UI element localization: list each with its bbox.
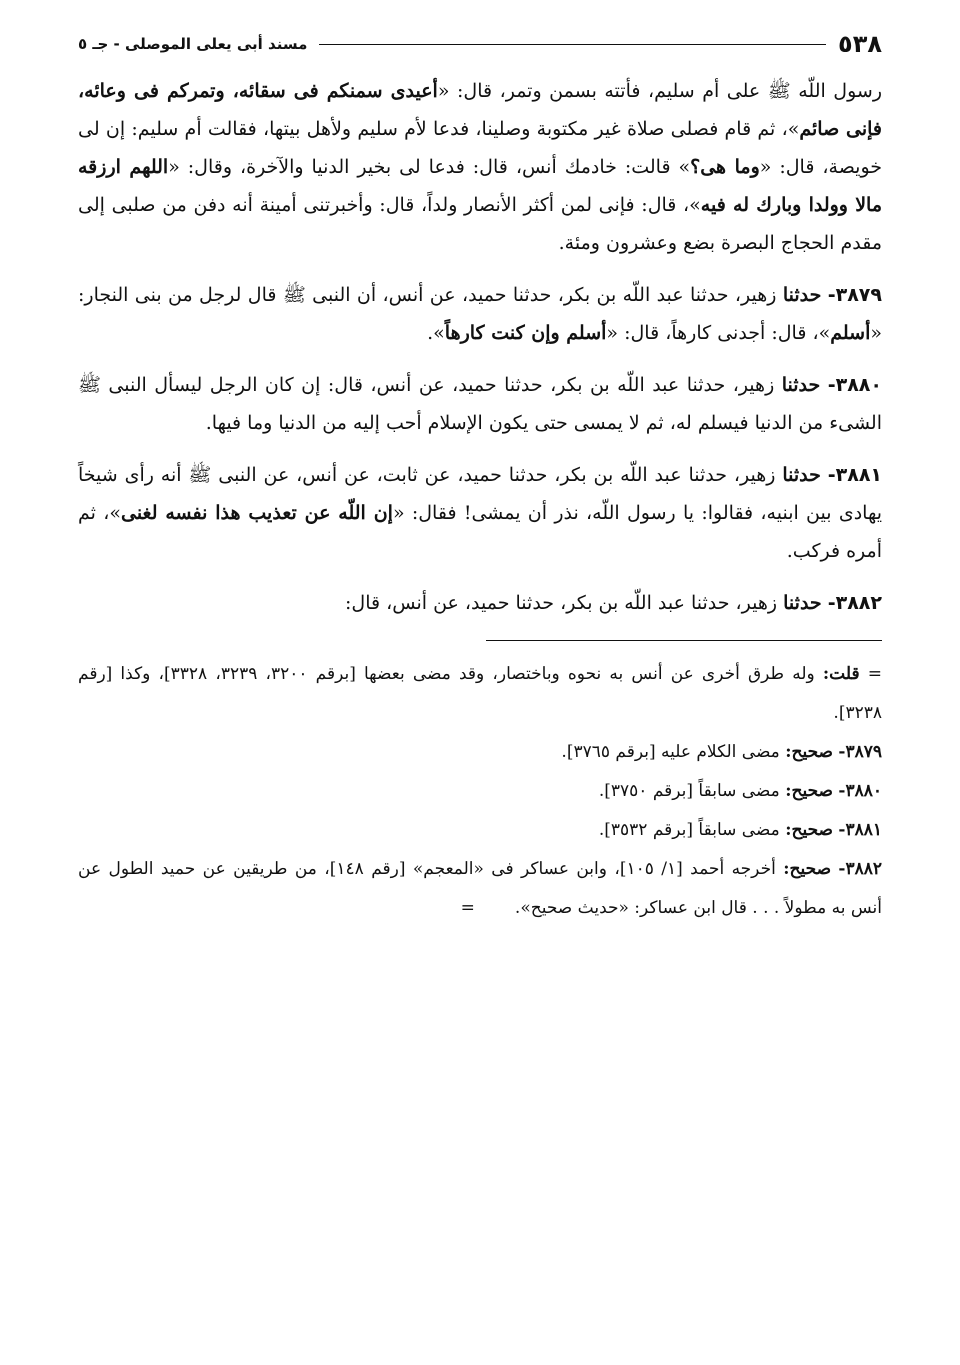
page-number: ٥٣٨ (838, 30, 882, 58)
footnotes (78, 655, 882, 928)
book-title: مسند أبى يعلى الموصلى - جـ ٥ (78, 35, 308, 53)
footnote-number: ٣٨٨٠- (838, 781, 882, 801)
footnote-label: صحيح: (785, 742, 833, 762)
text-segment: زهير، حدثنا عبد اللّه بن بكر، حدثنا حميد، عن أنس، قال: إن كان الرجل ليسأل النبى ﷺ الشىء من الدنيا فيسلم له، ثم لا يمسى حتى يكون الإسلام أحب إليه من الدنيا وما فيها. (78, 374, 882, 434)
footnote-label: صحيح: (783, 859, 832, 879)
page (78, 24, 882, 928)
text-segment: » قالت: خادمك أنس، قال: فدعا لى بخير الدنيا والآخرة، وقال: « (168, 156, 691, 178)
running-header (78, 24, 882, 64)
footnote-label: قلت: (822, 664, 860, 684)
footnote-number: ٣٨٧٩- (838, 742, 882, 762)
quoted-speech: أسلم (830, 322, 871, 344)
quoted-speech: وما هى؟ (690, 156, 760, 178)
narration-word: حدثنا (781, 374, 821, 396)
text-segment: ». (427, 322, 445, 344)
footnote-3882 (78, 850, 882, 928)
hadith-number: ٣٨٨٢- (827, 592, 882, 614)
text-segment: »، قال: أجدنى كارهاً، قال: « (606, 322, 831, 344)
footnote-3879 (78, 733, 882, 772)
hadith-3879 (78, 276, 882, 352)
quoted-speech: إن اللّه عن تعذيب هذا نفسه لغنى (120, 502, 393, 524)
footnote-separator (486, 640, 882, 641)
text-segment: رسول اللّه ﷺ على أم سليم، فأتته بسمن وتمر، قال: « (437, 80, 883, 102)
hadith-number: ٣٨٧٩- (827, 284, 882, 306)
footnote-number: ٣٨٨١- (838, 820, 882, 840)
footnote-label: صحيح: (785, 820, 833, 840)
text-segment: زهير، حدثنا عبد اللّه بن بكر، حدثنا حميد، عن أنس، أن النبى ﷺ قال لرجل من بنى النجار: « (78, 284, 882, 344)
continuation-mark: = (867, 664, 883, 684)
quoted-speech: أسلم وإن كنت كارهاً (444, 322, 607, 344)
header-rule (319, 44, 826, 45)
hadith-number: ٣٨٨٠- (827, 374, 882, 396)
hadith-3881 (78, 456, 882, 570)
narration-word: حدثنا (782, 464, 821, 486)
narration-word: حدثنا (783, 592, 822, 614)
footnote-text: أخرجه أحمد [١/ ١٠٥]، وابن عساكر فى «المعجم» [رقم ١٤٨]، من طريقين عن حميد الطول عن أنس به مطولاً . . . قال ابن عساكر: «حديث صحيح». (78, 859, 882, 918)
text-segment: »، قال: فإنى لمن أكثر الأنصار ولداً، قال: وأخبرتنى أمينة أنه دفن من صلبى إلى مقدم الحجاج البصرة بضع وعشرون ومئة. (78, 194, 882, 254)
footnote-text: مضى سابقاً [برقم ٣٧٥٠]. (598, 781, 780, 801)
footnote-text: مضى الكلام عليه [برقم ٣٧٦٥]. (561, 742, 780, 762)
footnote-text: مضى سابقاً [برقم ٣٥٣٢]. (598, 820, 780, 840)
hadith-continuation (78, 72, 882, 262)
footnote-label: صحيح: (785, 781, 833, 801)
footnote-continuation (78, 655, 882, 733)
narration-word: حدثنا (782, 284, 822, 306)
quoted-speech: أعيدى سمنكم فى سقائه، وتمركم فى وعائه، فإنى صائم (78, 80, 883, 140)
main-text (78, 72, 882, 622)
quoted-speech: اللهم ارزقه مالا وولدا وبارك له فيه (78, 156, 882, 216)
hadith-3882 (78, 584, 882, 622)
hadith-3880 (78, 366, 882, 442)
continuation-mark: = (460, 898, 475, 918)
footnote-3880 (78, 772, 882, 811)
footnote-3881 (78, 811, 882, 850)
text-segment: زهير، حدثنا عبد اللّه بن بكر، حدثنا حميد، عن أنس، قال: (344, 592, 778, 614)
hadith-number: ٣٨٨١- (827, 464, 883, 486)
text-segment: زهير، حدثنا عبد اللّه بن بكر، حدثنا حميد، عن ثابت، عن أنس، عن النبى ﷺ أنه رأى شيخاً يهادى بين ابنيه، فقالوا: يا رسول اللّه، نذر أن يمشى! فقال: « (78, 464, 882, 524)
footnote-number: ٣٨٨٢- (838, 859, 883, 879)
footnote-text: وله طرق أخرى عن أنس به نحوه وباختصار، وقد مضى بعضها [برقم ٣٢٠٠، ٣٢٣٩، ٣٣٢٨]، وكذا [رقم ٣٢٣٨]. (78, 664, 882, 723)
text-segment: »، ثم أمره فركب. (78, 502, 882, 562)
text-segment: »، ثم قام فصلى صلاة غير مكتوبة وصلينا، فدعا لأم سليم ولأهل بيتها، فقالت أم سليم: إن لى خويصة، قال: « (78, 118, 883, 178)
